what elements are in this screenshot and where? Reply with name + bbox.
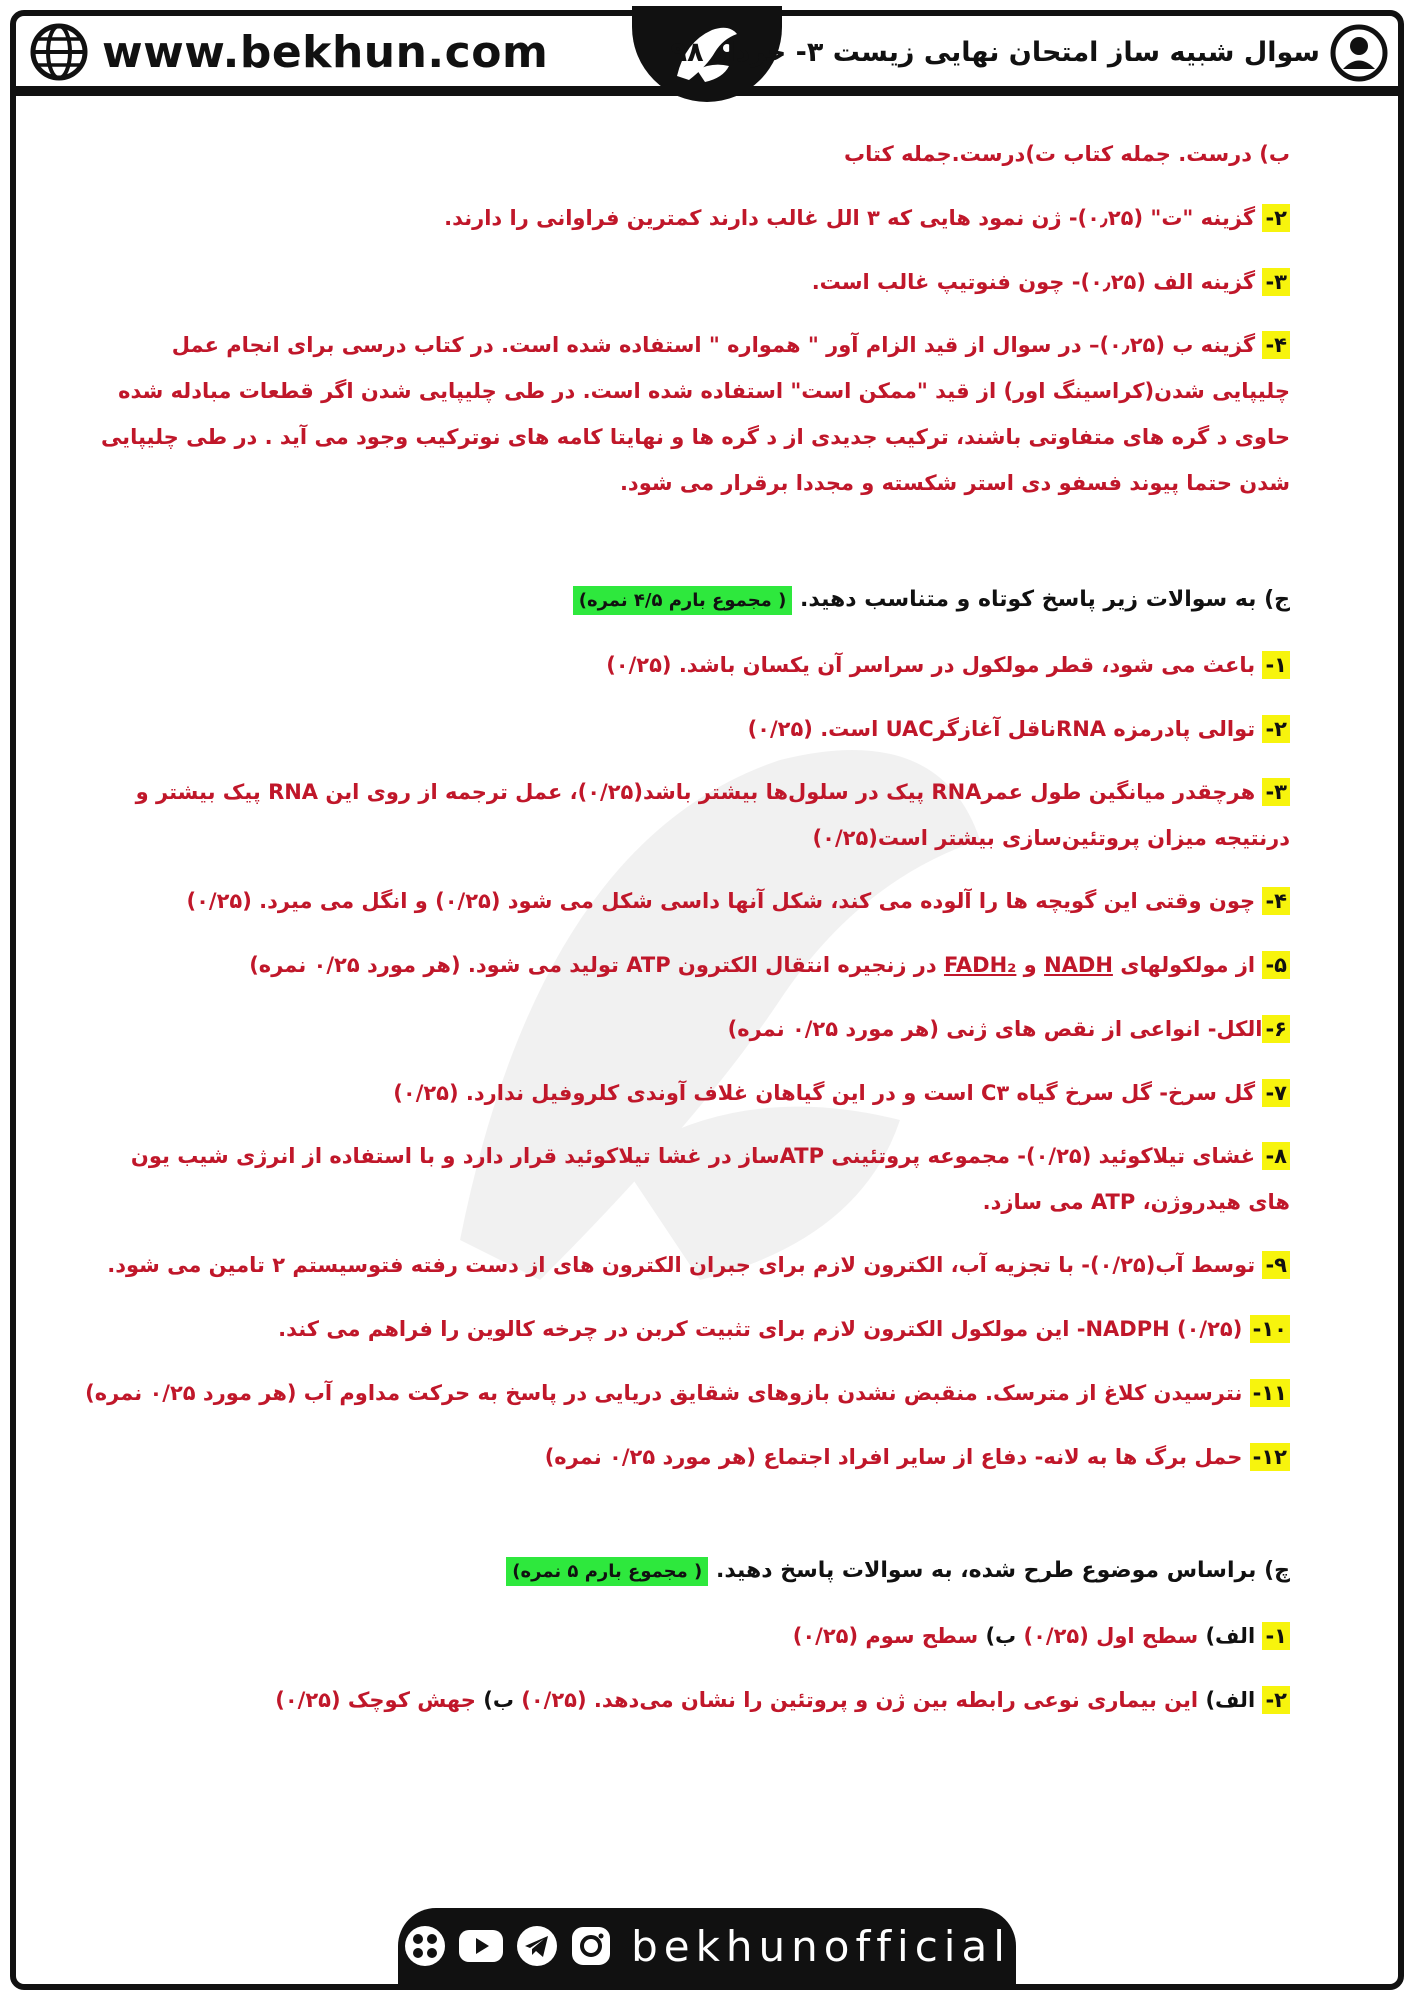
- item-text: الکل- انواعی از نقص های ژنی (هر مورد ۰/۲۵ نمره): [727, 1017, 1263, 1041]
- item-label-a: الف): [1198, 1688, 1263, 1712]
- item-number: ۶-: [1262, 1015, 1290, 1043]
- answer-item: [85, 1369, 1290, 1417]
- item-text: گل سرخ- گل سرخ گیاه C۳ است و در این گیاهان غلاف آوندی کلروفیل ندارد. (۰/۲۵): [393, 1081, 1263, 1105]
- item-text-fadh2: FADH₂: [943, 953, 1017, 977]
- item-number: ۵-: [1262, 951, 1290, 979]
- item-text-post: در زنجیره انتقال الکترون ATP تولید می شود. (هر مورد ۰/۲۵ نمره): [249, 953, 944, 977]
- answer-item: [90, 194, 1290, 242]
- answer-item: [90, 769, 1290, 861]
- header-divider: [16, 86, 1398, 96]
- item-text: NADPH (۰/۲۵)- این مولکول الکترون لازم برای تثبیت کربن در چرخه کالوین را فراهم می کند.: [278, 1317, 1250, 1341]
- answer-item: [90, 941, 1290, 989]
- item-number: ۲-: [1262, 204, 1290, 232]
- page-header: [16, 16, 1398, 96]
- item-label-b: ب): [475, 1688, 522, 1712]
- answer-item: [90, 258, 1290, 306]
- item-text: توسط آب(۰/۲۵)- با تجزیه آب، الکترون لازم برای جبران الکترون های از دست رفته فتوسیستم ۲ تامین می شود.: [107, 1253, 1263, 1277]
- item-text-and: و: [1016, 953, 1045, 977]
- page-title: سوال شبیه ساز امتحان نهایی زیست ۳- خرداد ۹۸: [670, 36, 1320, 68]
- item-text: گزینه الف (۰٫۲۵)- چون فنوتیپ غالب است.: [811, 270, 1263, 294]
- answer-item: [90, 1433, 1290, 1481]
- item-text: نترسیدن کلاغ از مترسک. منقبض نشدن بازوهای شقایق دریایی در پاسخ به حرکت مداوم آب (هر مورد ۰/۲۵ نمره): [85, 1381, 1250, 1405]
- item-number: ۱-: [1262, 1622, 1290, 1650]
- answer-item: [90, 877, 1290, 925]
- answer-item: [90, 1612, 1290, 1660]
- item-text: هرچقدر میانگین طول عمرRNA پیک در سلول‌ها بیشتر باشد(۰/۲۵)، عمل ترجمه از روی این RNA پیک بیشتر و درنتیجه میزان پروتئین‌سازی بیشتر است(۰/۲۵): [135, 780, 1290, 850]
- score-badge: ( مجموع بارم ۵ نمره): [506, 1557, 708, 1586]
- item-number: ۲-: [1262, 1686, 1290, 1714]
- item-text-b: جهش کوچک (۰/۲۵): [275, 1688, 476, 1712]
- item-text: غشای تیلاکوئید (۰/۲۵)- مجموعه پروتئینی ATPساز در غشا تیلاکوئید قرار دارد و با استفاده از انرژی شیب یون های هیدروژن، ATP می سازد.: [130, 1144, 1290, 1214]
- answer-item: [90, 1133, 1290, 1225]
- item-text: حمل برگ ها به لانه- دفاع از سایر افراد اجتماع (هر مورد ۰/۲۵ نمره): [544, 1445, 1250, 1469]
- item-text-b: سطح سوم (۰/۲۵): [792, 1624, 979, 1648]
- instagram-icon[interactable]: [569, 1924, 613, 1968]
- site-url: www.bekhun.com: [102, 26, 549, 78]
- item-number: ۳-: [1262, 778, 1290, 806]
- answer-item: [90, 1069, 1290, 1117]
- answer-line: ب) درست. جمله کتاب ت)درست.جمله کتاب: [844, 142, 1290, 166]
- answer-item: [90, 322, 1290, 506]
- section-heading-text: چ) براساس موضوع طرح شده، به سوالات پاسخ دهید.: [715, 1558, 1290, 1583]
- item-number: ۸-: [1262, 1142, 1290, 1170]
- item-number: ۴-: [1262, 887, 1290, 915]
- answer-item: [90, 705, 1290, 753]
- social-icons: [403, 1924, 613, 1968]
- social-footer: [398, 1908, 1016, 1984]
- site-link[interactable]: [30, 22, 548, 82]
- answer-item: [90, 1305, 1290, 1353]
- item-text: گزینه "ت" (۰٫۲۵)- ژن نمود هایی که ۳ الل غالب دارند کمترین فراوانی را دارند.: [444, 206, 1263, 230]
- item-text: باعث می شود، قطر مولکول در سراسر آن یکسان باشد. (۰/۲۵): [606, 653, 1263, 677]
- item-text-a: سطح اول (۰/۲۵): [1023, 1624, 1199, 1648]
- item-number: ۲-: [1262, 715, 1290, 743]
- user-icon: [1330, 24, 1388, 82]
- item-text: گزینه ب (۰٫۲۵)– در سوال از قید الزام آور " همواره " استفاده شده است. در کتاب درسی برای انجام عمل چلیپایی شدن(کراسینگ اور) از قید "ممکن است" استفاده شده است. در طی چلیپایی شدن اگر قطعات مبادله شده حاوی د گره های متفاوتی باشند، ترکیب جدیدی از د گره ها و نهایتا کامه های نوترکیب وجود می آید . در طی چلیپایی شدن حتما پیوند فسفو دی استر شکسته و مجددا برقرار می شود.: [100, 333, 1290, 495]
- item-number: ۱۲-: [1250, 1443, 1290, 1471]
- item-text-pre: از مولکولهای: [1112, 953, 1263, 977]
- answer-content: [85, 130, 1290, 1724]
- social-handle[interactable]: bekhunofficial: [631, 1921, 1011, 1971]
- section-heading: [90, 576, 1290, 625]
- telegram-icon[interactable]: [515, 1924, 559, 1968]
- answer-item: [90, 641, 1290, 689]
- item-number: ۹-: [1262, 1251, 1290, 1279]
- section-heading-text: ج) به سوالات زیر پاسخ کوتاه و متناسب دهید.: [800, 587, 1290, 612]
- item-text-a: این بیماری نوعی رابطه بین ژن و پروتئین را نشان می‌دهد. (۰/۲۵): [521, 1688, 1199, 1712]
- aparat-icon[interactable]: [403, 1924, 447, 1968]
- answer-item: [90, 1005, 1290, 1053]
- item-number: ۷-: [1262, 1079, 1290, 1107]
- item-number: ۱۰-: [1250, 1315, 1290, 1343]
- section-heading: [90, 1547, 1290, 1596]
- youtube-icon[interactable]: [457, 1926, 505, 1966]
- item-number: ۴-: [1262, 331, 1290, 359]
- item-label-b: ب): [978, 1624, 1024, 1648]
- item-text-nadh: NADH: [1044, 953, 1113, 977]
- score-badge: ( مجموع بارم ۴/۵ نمره): [573, 586, 793, 615]
- globe-icon: [30, 23, 88, 81]
- item-number: ۱۱-: [1250, 1379, 1290, 1407]
- item-text: چون وقتی این گویچه ها را آلوده می کند، شکل آنها داسی شکل می شود (۰/۲۵) و انگل می میرد. (۰/۲۵): [186, 889, 1263, 913]
- item-number: ۳-: [1262, 268, 1290, 296]
- item-number: ۱-: [1262, 651, 1290, 679]
- answer-item: [90, 1241, 1290, 1289]
- item-label-a: الف): [1198, 1624, 1263, 1648]
- item-text: توالی پادرمزه RNAناقل آغازگرUAC است. (۰/۲۵): [747, 717, 1263, 741]
- answer-item: [90, 1676, 1290, 1724]
